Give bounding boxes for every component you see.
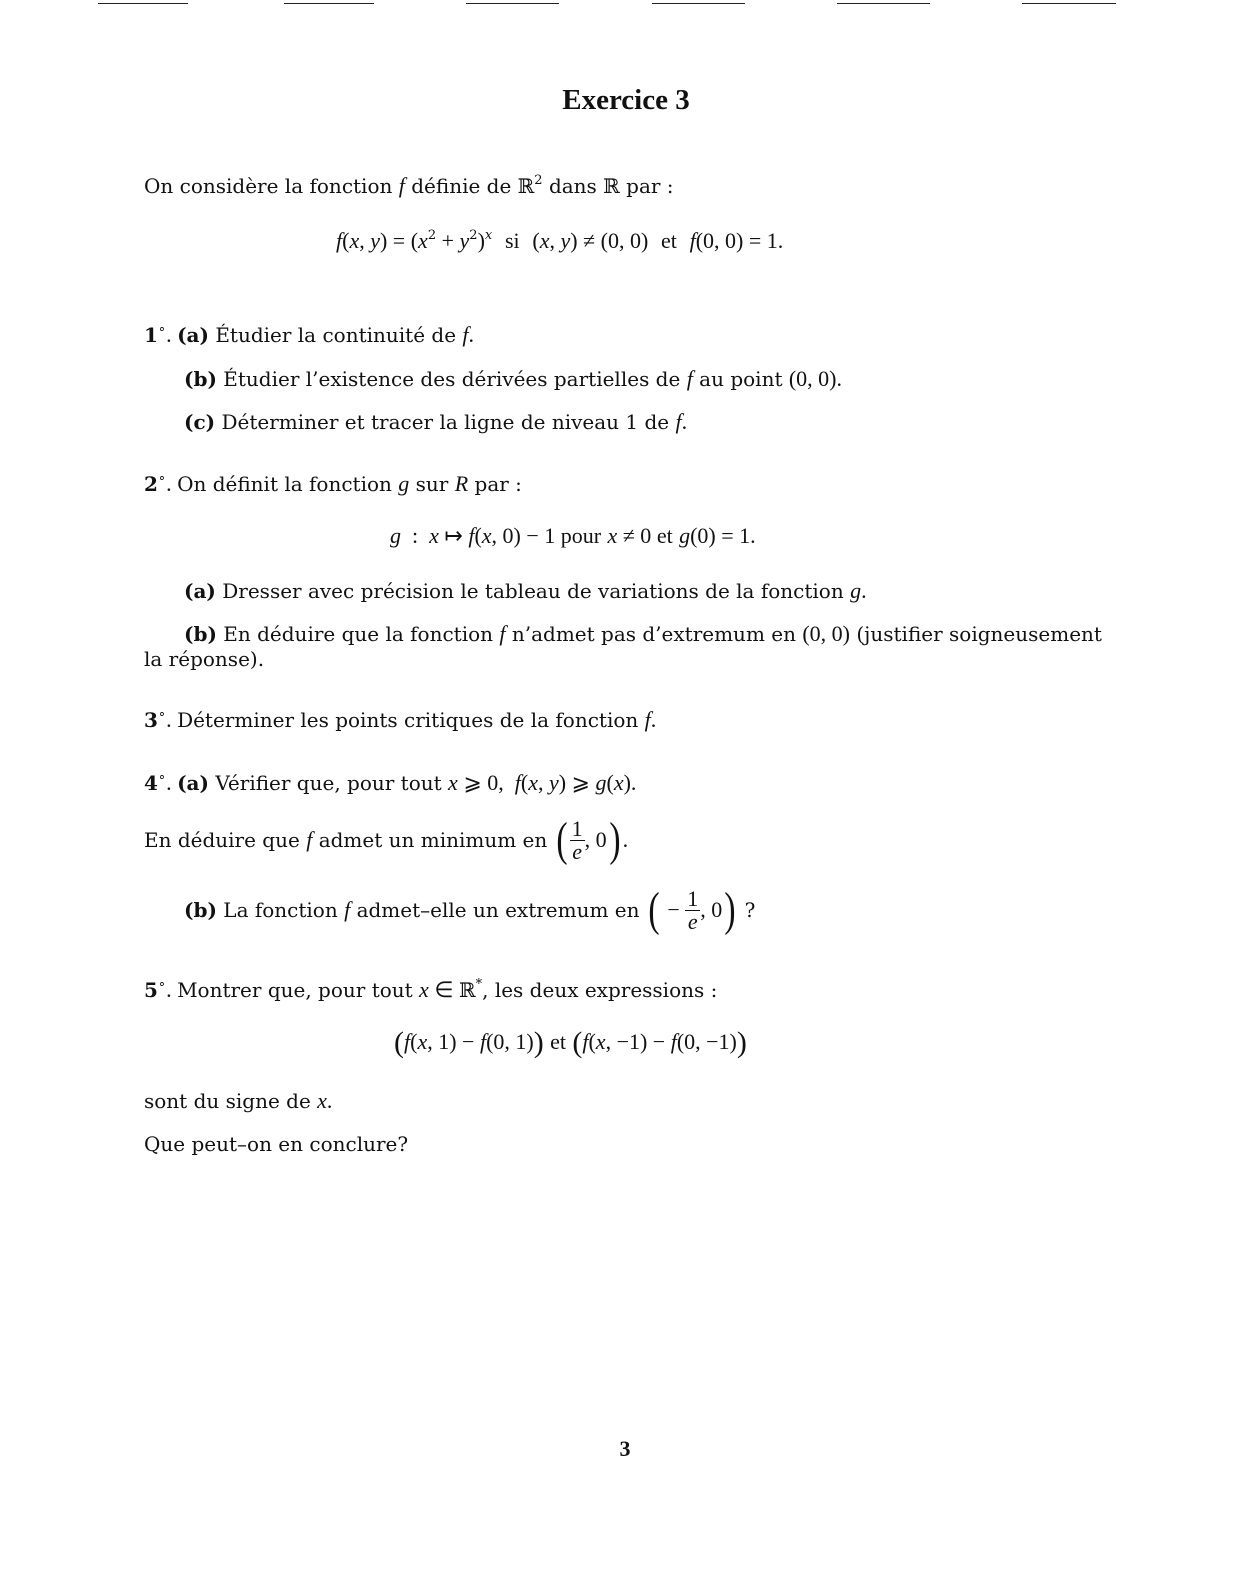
header-rule-1 (98, 3, 188, 4)
q4-a: 4∘. (a) Vérifier que, pour tout x ⩾ 0, f(x, y) ⩾ g(x). (144, 769, 637, 795)
q1-b-text: Étudier l’existence des dérivées partielles de (223, 367, 681, 391)
q2-text: On définit la fonction (177, 472, 392, 496)
q1-b-label: (b) (184, 367, 217, 391)
header-rule-5 (837, 3, 930, 4)
definition-formula: f(x, $y) = (x^2 + y^2)^x$ si (x, y) ≠ (0, 0) et f(0, 0) = 1. (336, 228, 784, 253)
q4-b-text2: admet–elle un extremum en (356, 898, 640, 922)
header-rule-6 (1022, 3, 1116, 4)
q4-b-label: (b) (184, 898, 217, 922)
intro-text-2: définie de (411, 174, 512, 198)
intro-text-3: dans (548, 174, 597, 198)
q5-formula: (f(x, 1) − f(0, 1)) et (f(x, −1) − f(0, −1)) (394, 1026, 747, 1059)
q4-a-label: (a) (177, 771, 209, 795)
q4-b: (b) La fonction f admet–elle un extremum en ( − $\frac{1}{e}$ , 0) ? (184, 883, 756, 936)
q4-deduce: En déduire que f admet un minimum en ( $\frac{1}{e}$ , 0) . (144, 813, 629, 866)
q4-a-text: Vérifier que, pour tout (215, 771, 442, 795)
q2-b-text: En déduire que la fonction (223, 622, 494, 646)
q5-number: 5 (144, 978, 158, 1002)
q4-number: 4 (144, 771, 158, 795)
q2-b-cont (144, 647, 264, 671)
def-si: si (504, 228, 520, 253)
q2-b: (b) En déduire que la fonction f n’admet pas d’extremum en (0, 0) (justifier soigneusement (184, 621, 1102, 646)
intro-text-1: On considère la fonction (144, 174, 393, 198)
q1-a-text: Étudier la continuité de (215, 323, 457, 347)
q2-b-label: (b) (184, 622, 217, 646)
q2-formula-et: et (656, 523, 673, 548)
q1-b-text2: au point (699, 367, 783, 391)
q2-b-text2: n’admet pas d’extremum en (511, 622, 796, 646)
q2-b-text3: (justifier soigneusement (856, 622, 1102, 646)
def-et: et (661, 228, 677, 253)
q2-b-text4: la réponse). (144, 647, 265, 671)
intro-line: On considère la fonction f définie de ℝ$^2$ dans ℝ par : (144, 173, 674, 198)
q2-a-text: Dresser avec précision le tableau de variations de la fonction (222, 579, 844, 603)
intro-text-4: par : (626, 174, 674, 198)
q1-b: (b) Étudier l’existence des dérivées partielles de f au point (0, 0). (184, 366, 843, 391)
q1-a: 1∘. (a) Étudier la continuité de f. (144, 321, 475, 347)
q2-intro: 2∘. On définit la fonction g sur R par : (144, 470, 522, 496)
q4-deduce-text: En déduire que (144, 828, 300, 852)
page-number: 3 (619, 1436, 631, 1461)
q2-number: 2 (144, 472, 158, 496)
q5-formula-et: et (550, 1029, 566, 1054)
q5: 5∘. Montrer que, pour tout x ∈ ℝ*, les deux expressions : (144, 976, 718, 1002)
q1-c-label: (c) (184, 410, 216, 434)
q5-sign: sont du signe de x. (144, 1088, 333, 1113)
q4-b-question: ? (744, 898, 756, 922)
q3-text: Déterminer les points critiques de la fonction (177, 708, 639, 732)
q1-a-label: (a) (177, 323, 209, 347)
q2-text-sur: sur (415, 472, 449, 496)
q5-conclude: Que peut–on en conclure? (144, 1132, 409, 1156)
q1-c: (c) Déterminer et tracer la ligne de niveau 1 de f. (184, 409, 688, 434)
q2-formula-pour: pour (560, 523, 602, 548)
header-rule-3 (466, 3, 559, 4)
q3-number: 3 (144, 708, 158, 732)
header-rule-4 (652, 3, 745, 4)
q1-c-text: Déterminer et tracer la ligne de niveau 1 de (221, 410, 670, 434)
q2-a-label: (a) (184, 579, 216, 603)
q5-text2: , les deux expressions : (482, 978, 718, 1002)
q1-number: 1 (144, 323, 158, 347)
q2-a: (a) Dresser avec précision le tableau de variations de la fonction g. (184, 578, 867, 603)
header-rule-2 (284, 3, 374, 4)
q2-text-par: par : (474, 472, 522, 496)
q4-deduce-text2: admet un minimum en (318, 828, 548, 852)
q4-b-text: La fonction (223, 898, 338, 922)
q5-sign-text: sont du signe de (144, 1089, 311, 1113)
q3: 3∘. Déterminer les points critiques de la fonction f. (144, 706, 657, 732)
q2-formula: g : x ↦ f(x, 0) − 1 pour x ≠ 0 et g(0) = 1. (390, 523, 756, 548)
q5-text: Montrer que, pour tout (177, 978, 413, 1002)
page-title: Exercice 3 (562, 84, 690, 116)
